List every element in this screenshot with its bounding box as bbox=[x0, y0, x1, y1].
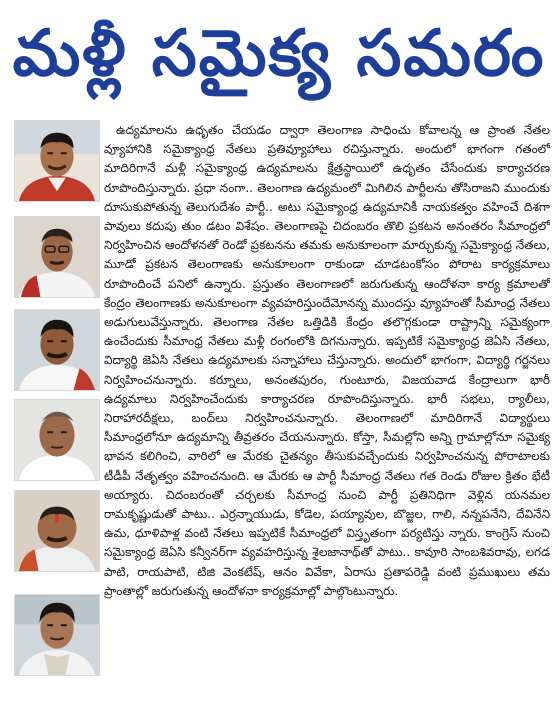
portrait-icon bbox=[15, 217, 99, 297]
photo-4 bbox=[14, 399, 100, 481]
portrait-icon bbox=[15, 595, 99, 675]
photo-2 bbox=[14, 216, 100, 298]
photo-1 bbox=[14, 120, 100, 202]
portrait-icon bbox=[15, 310, 99, 390]
photo-6 bbox=[14, 594, 100, 676]
portrait-icon bbox=[15, 491, 99, 571]
portrait-icon bbox=[15, 400, 99, 480]
article-paragraph: ఉద్యమాలను ఉధృతం చేయడం ద్వారా తెలంగాణ సాధించు కోవాలన్న ఆ ప్రాంత నేతల వ్యూహానికి సమైక్యాంధ్ర నేతలు ప్రతివ్యూహాలు రచిస్తున్నారు. అందులో భాగంగా గతంలో మాదిరిగానే మళ్లీ సమైక్యాంధ్ర ఉద్యమాలను క్షేత్రస్థాయిలో ఉధృతం చేసేందుకు కార్యాచరణ రూపొందిస్తున్నారు. ప్రధా నంగా.. తెలంగాణ ఉద్యమంలో మిగిలిన పార్టీలను తోసిరాజని ముందుకు దూసుకుపోతున్న తెలుగుదేశం పార్టీ.. అటు సమైక్యాంధ్ర ఉద్యమానికీ నాయకత్వం వహించే దిశగా పావులు కదుపు తుం డటం విశేషం. తెలంగాణపై చిదంబరం తొలి ప్రకటన అనంతరం సీమాంధ్రలో నిర్వహించిన ఆందోళనతో రెండో ప్రకటనను తమకు అనుకూలంగా మార్చుకున్న సమైక్యాంధ్ర నేతలు, మూడో ప్రకటన తెలంగాణకు అనుకూలంగా రాకుండా చూడటంకోసం పోరాట కార్యక్రమాలు రూపొందించే పనిలో ఉన్నారు. ప్రస్తుతం తెలంగాణలో జరుగుతున్న ఆందోళనా కార్య క్రమాలతో కేంద్రం తెలంగాణకు అనుకూలంగా వ్యవహరిస్తుందేమోనన్న ముందస్తు వ్యూహంతో సీమాంధ్ర నేతలు అడుగులువేస్తున్నారు. తెలంగాణ నేతల ఒత్తిడికి కేంద్రం తలొగ్గకుండా రాష్ట్రాన్ని సమైక్యంగా ఉంచేందుకు సీమాంధ్ర నేతలు మళ్లీ రంగంలోకి దిగనున్నారు. ఇప్పటికే సమైక్యాంధ్ర జెఏసి నేతలు, విద్యార్థి జెఏసి నేతలు ఉద్యమాలకు సన్నాహాలు చేస్తున్నారు. అందులో భాగంగా, విద్యార్థి గర్జనలు నిర్వహించనున్నారు. కర్నూలు, అనంతపురం, గుంటూరు, విజయవాడ కేంద్రాలుగా భారీ ఉద్యమాలు నిర్వహించేందుకు కార్యాచరణ రూపొందిస్తున్నారు. భారీ సభలు, ర్యాలీలు, నిరాహారదీక్షలు, బంద్‌లు నిర్వహించనున్నారు. తెలంగాణలో మాదిరిగానే విద్యార్థులు సీమాంధ్రలోనూ ఉద్యమాన్ని తీవ్రతరం చేయనున్నారు. కోస్తా, సీమల్లోని అన్ని గ్రామాల్లోనూ సమైక్య భావన కలిగించి, వారిలో ఆ మేరకు చైతన్యం తీసుకువచ్చేందుకు నిర్వహించనున్న పోరాటాలకు టీడీపీ నేతృత్వం వహించనుంది. ఆ మేరకు ఆ పార్టీ సీమాంధ్ర నేతలు గత రెండు రోజుల క్రితం భేటీ అయ్యారు. చిదంబరంతో చర్చలకు సీమాంధ్ర నుంచి పార్టీ ప్రతినిధిగా వెళ్లిన యనమల రామకృష్ణుడుతో పాటు.. ఎర్రన్నాయుడు, కోడెల, పయ్యావుల, బొజ్జల, గాలి, నన్నపనేని, దేవినేని ఉమ, ధూళిపాళ్ల వంటి నేతలు ఇప్పటికే సీమాంధ్రలో విస్తృతంగా పర్యటిస్తు న్నారు. కాంగ్రెస్ నుంచి సమైక్యాంధ్ర జెఏసి కన్వీనర్‌గా వ్యవహరిస్తున్న శైలజానాథ్‌తో పాటు.. కావూరి సాంబశివరావు, లగడ పాటి, రాయపాటి, టిజి వెంకటేష్, ఆనం వివేకా, ఏరాసు ప్రతాపరెడ్డి వంటి ప్రముఖులు తమ ప్రాంతాల్లో జరుగుతున్న ఆందోళనా కార్యక్రమాల్లో పాల్గొంటున్నారు. bbox=[104, 123, 550, 598]
article-body bbox=[104, 121, 550, 717]
photo-3 bbox=[14, 309, 100, 391]
photo-5 bbox=[14, 490, 100, 572]
portrait-icon bbox=[15, 121, 99, 201]
headline: మళ్లీ సమైక్య సమరం bbox=[12, 17, 546, 91]
